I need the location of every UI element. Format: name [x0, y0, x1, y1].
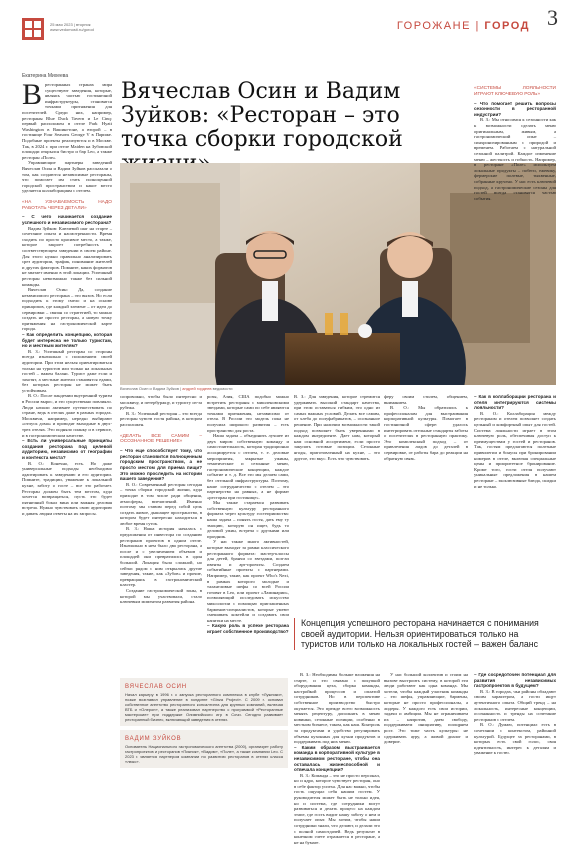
- paragraph: сопровожно, чтобы было интересно и москвичу, и петербуржцу, и туристу из-за рубежа.: [120, 394, 202, 411]
- question: – Где сосредоточен потенциал для развития независимых гастропроектов в будущем?: [474, 672, 556, 689]
- question: – Что помогает решить вопросы сезонности в ресторанной индустрии?: [474, 100, 556, 117]
- answer: В. З.: В городах, чьи районы обладают своим характером, а гости ищут аутентичного опыта. Общий тренд – на локальность, интересные концепции, осознанность и тренды на сочетание ресторанов с отелем.: [474, 688, 556, 722]
- issue-date: 25 мая 2023 | вторник: [50, 22, 91, 27]
- question: – С чего начинается создание успешного и независимого ресторана?: [22, 214, 112, 226]
- answer: Создание гастрономической зоны, в которой мы участвовали, стало ключевым моментом развития района.: [120, 588, 202, 605]
- pull-quote: Концепция успешного ресторана начинается с понимания своей аудитории. Нельзя ориентироваться только на туристов или только на локальных гостей – важен баланс: [294, 618, 556, 650]
- answer: В. З.: Успешный ресторан со стороны всегда изначально с положением своей аудитории. При этом нельзя ориентироваться только на туристов или только на локальных гостей – важен баланс. Турист даже если и захотят, а местные жители становятся едами, без которых ресторан не может быть устойчивым.: [22, 348, 112, 393]
- answer: В. О.: Коллаборация между рестораном и отелем позволяет создать цельный и комфортный опыт для гостей. Система лояльности играет в этом ключевую роль, обеспечивая доступ к преимуществам у гостей и ресторанов. Так, гостям предлагаются полезные привилегии и бонусы при бронировании номеров в отеле, включая специальные цены и приоритетное бронирование. Кроме того, гости отеля получают уникальные предложения в нашем ресторане – эксклюзивные блюда, скидки и не только.: [474, 410, 556, 489]
- answer: В. О.: После пандемии внутренний туризм в России вырос, и это существенно повлияло. Люди начали активнее путешествовать по стране, ведь в отелях даже в разных городах. Москвичи, например, нередко выбирают «отпуск дома» и проводят выходные в двух-трех отелях. Это подняло планку и в сервисе, и в гастрономическом качестве.: [22, 393, 112, 438]
- caption-source: ведомости: [212, 386, 233, 391]
- column-6-middle: [474, 394, 556, 489]
- page-number: 3: [547, 5, 558, 30]
- article-title: Вячеслав Осин и Вадим Зуйков: «Ресторан – это точка сборки городской: [121, 79, 403, 152]
- question: – Что еще способствует тому, что ресторан становится полноценным городским пространством, а не просто местом для приема пищи? Это можно проследить на истории вашего заведения?: [120, 448, 202, 482]
- bio-title: ВЯЧЕСЛАВ ОСИН: [125, 684, 187, 690]
- paragraph: У нас также много активностей, которые выходят за рамки классического ресторанного формата: мастер-классы для детей, бранчи со звездами, поп-ап ивенты и арт-проекты. Создаем событийные проекты с партнерами. Например, такие, как проект Who's Next, в рамках которого молодые и талантливые шефы со всей России готовят в Leo, или проект «Ламинарии», позволяющий исследовать искусство миксологии с помощью приглашенных барменов-специалистов, которые умеют смешивать коктейли и создавать свои напитки на месте.: [207, 539, 289, 623]
- column-6: [474, 80, 556, 201]
- bio-osin: [120, 678, 288, 726]
- caption-credit: андрей гордеев: [182, 386, 212, 391]
- page-header: [0, 0, 576, 56]
- answer: Вадим Зуйков: Ключевой шаг на старте – сочетание опыта и насмотренности. Время сходить по просто красивое место, а также, которое закроет потребность в соответствующем заведении в своем районе. Для этого нужно правильно анализировать срез аудитории, трафик, понимание жителей и других факторов. Помните, каких форматов не хватает именно в этой локации. Успешный ресторан невозможно также без сильной команды.: [22, 225, 112, 287]
- paragraph: В. З.: Для заведения, которое стремится удерживать высокий стандарт качества, при этом оставаться гибким, это одно из самых важных условий. Делать все самим, от хлеба до полуфабрикатов, – осознанное решение. При наличии возможности такой подход позволяет быть уверенными в каждом ингредиенте. Дает нам, который нам основной ассортимент, если просто закупать готовые позиции. Сезонные ягоды, приготовленный на кухне, – это другое, это вкус. Есть что чувствовать.: [294, 394, 380, 461]
- photo-caption: [120, 386, 232, 392]
- header-meta: [50, 22, 94, 32]
- subheading: «ДЕЛАТЬ ВСЕ САМИМ – ОСОЗНАННОЕ РЕШЕНИЕ»: [120, 433, 202, 445]
- paragraph: Наша задача – объединить лучшее из двух миров: собственную команду и самостоятельность, которая традиционно ассоциируется с отелем, т. е. деловые мероприятия, закрытые ужины, тематические и сезонные меню, гастрономические концепции, каждое событие и т. д. Все это мы делаем сами, без отельной инфраструктуры. Поэтому, наше сотрудничество с отелем – это партнерство на равных, а не формат «ресторан при гостинице».: [207, 433, 289, 500]
- caption-names: Вячеслав Осин и Вадим Зуйков |: [120, 386, 182, 391]
- section-label-bold: ГОРОД: [484, 20, 530, 32]
- question: – Как определить концепцию, которая будет интересна не только туристам, но и местным жителям?: [22, 331, 112, 349]
- column-2: [120, 394, 202, 605]
- column-5-lower: [384, 672, 468, 745]
- column-5: [384, 394, 468, 461]
- question: – Есть ли универсальные принципы создания ресторана под целевой аудиторию, независимо от географии и контекста места?: [22, 438, 112, 460]
- answer: Вячеслав Осин: Да, создание независимого ресторана – это вызов. Но если подходить к этому смело и на основе принципов, где каждый элемент – от идеи до сервировки – связан со стратегией, то можно создать не просто ресторан, а новую точку притяжения на гастрономической карте города.: [22, 287, 112, 332]
- paragraph: Мы также стараемся развивать собственную культуру ресторанного формата через культуру гостеприимства: наша задача – понять гостя, дать ему ту эмоцию, которую он ищет, будь то деловой ужин, встреча с друзьями или праздник.: [207, 500, 289, 539]
- answer: В. О.: Конечно, есть. Но даже универсальные подходы необходимо адаптировать к заведению и его аудитории. Помните, традиции, уважение к локальной кухне, заботу о госте – все это работает. Ресторан должен быть тем местом, куда хочется возвращаться, пусть это будет пятничный бокал вина или важная деловая встреча. Нужно чувствовать свою аудиторию и давать людям ответы на их запросы.: [22, 460, 112, 516]
- article-author: Екатерина Михеева: [22, 73, 69, 79]
- paragraph: У нас большой коллектив и стоим на вызове выстроить систему, в которой эти люди работают как одна команда. Мы хотели, чтобы каждый участник команды – это шефы, управляющие, бармены, которые не просто профессионалы, а лидеры. У каждого есть свои истории, задачи и амбиции. Мы не ограничиваем их – напротив, даем свободу, поддерживаем инициативу, поощряем рост. Это тоже часть культуры: не сдерживать ауру, а живой диалог и доверие.: [384, 672, 468, 745]
- site-url: www.vedomosti.ru/gorod: [50, 27, 94, 32]
- question: – Каким образом выстраивается команда в корпоративной культуре в независимом ресторане, чтобы она оставалась жизнеспособной и отвечала концепции?: [294, 744, 380, 773]
- column-6-lower: [474, 672, 556, 756]
- column-4: [294, 394, 380, 461]
- section-label: [396, 20, 530, 32]
- intro-paragraph: ресторанных странах мира существуют заведения, которые, являясь частью гостиничной инфраструктуры, становятся точками притяжения для посетителей. Среди них, например, рестораны Blue Duck Tavern и Le Cinq: первый расположен в отеле Park Hyatt Washington в Вашингтоне, а второй – в гостинице Four Seasons George V в Париже. Подобные проекты реализуются и в Москве. Так, в 2024 г. при отеле Maiden на Зубовской площади открылся бистро и бар Leo, а также ресторан «Поле».: [22, 82, 112, 160]
- dropcap: В: [22, 78, 43, 111]
- subheading: «СИСТЕМЫ ЛОЯЛЬНОСТИ ИГРАЮТ КЛЮЧЕВУЮ РОЛЬ»: [474, 86, 556, 97]
- column-3: [207, 394, 289, 635]
- bio-zuikov: [120, 730, 288, 768]
- answer: В. З.: Команда – это не просто персонал, но и ядро, которое чувствует ресторан, оно в себе фактор успеха. Для нас важно, чтобы гость ощущал себя нашим гостем. У руководителя может быть не только идея, но и система, где сотрудники могут развиваться и делать процесс на каждом этапе, где гость видит нашу заботу о нем и получает опыт. Мы хотим, чтобы наши сотрудники знали, что делают, и делали это с полной самоотдачей. Ведь результат в конечном счете отражается в ресторане, а не на бумаге.: [294, 772, 380, 845]
- answer: В. З.: Мы относимся к сезонности как к возможности сделать меню оригинальным, живым, а гастрономический опыт – синхронизированным с природой и временем. Работаем с натуральной сезонной палитрой. Каждое изменение меню – жесткость и гибкость. Например, в ресторане «Поле» используем локальные продукты – побеги, ежевику, фермерские полевые, тыквенные, собранные кручено. У нас есть ключевой подход, а гастрономические сезоны для гостей всегда становятся частью события.: [474, 117, 556, 201]
- paragraph: В. З.: Необходимы больше вложения на старте, и это связано с покупкой оборудования цеха, сборка команды, настройкой процессов и оплатой сотрудников. Но в перспективе собственное производство быстро окупается. Это прежде всего возможность менять рецептуру, дополнять в меню новинки, сезонные позиции, особенно в местном бизнесе, таком, как наш. Контроль за продуктами и удобство регулировать объемы кухонных для кухни продуктов и поддерживать под них меню.: [294, 672, 380, 745]
- paragraph: В. О.: Мы обратились к профессионалам для выстраивания корпоративной культуры. Помогает в гостиничной сфере: удалось интегрировать отельные стандарты заботы о посетителях в ресторанную практику. Это комплексный подход – от привлечения лидов до деталей в сервировке, от работы бара до реакции на обратную связь.: [384, 405, 468, 461]
- answer: В. О.: Современный ресторан сегодня – точка сборки городской жизни, куда приходят в том числе ради общения, атмосферы, впечатлений. Именно поэтому мы ставим перед собой цель создать живое, дышащее пространство, в котором будет интересно находиться в любое время суток.: [120, 481, 202, 526]
- bio-text: Основатель Национального гастрономического агентства (2000), организует работу гастропроектов и ресторанов «Пикник», «Вадим», «Поле», а также компании Leo. С 2023 г. является партнером компании по развитию ресторанов в отелях класса «люкс».: [125, 744, 283, 764]
- bio-title: ВАДИМ ЗУЙКОВ: [125, 736, 182, 742]
- paragraph: Управляющие партнеры заведений Вячеслав Осин и Вадим Зуйков рассказали о том, как создаются независимые рестораны, что помогает им стать полноценной городской пространством и какое место уделяется коллаборациям с отелем.: [22, 160, 112, 194]
- question: – Как в коллаборации ресторана и отеля интегрируются системы лояльности?: [474, 394, 556, 411]
- section-label-light: ГОРОЖАНЕ |: [396, 20, 480, 32]
- column-1: [22, 78, 112, 517]
- bio-text: Начал карьеру в 1996 г. с запуска ресторанного комплекса в клубе «Лужники», позже возглавил управление в холдинге «Ginza Project». С 2009 г. основал собственное агентство ресторанного консалтинга для крупных компаний, включая ВТБ и «Олерон», а также реализовал партнерство с программой «Ресторанные мастерские» при поддержке Олимпийского игр в Сочи. Сегодня развивает ресторанный бизнес, включающий заведения в отелях.: [125, 692, 283, 722]
- answer: В. О.: Думаю, потенциал есть в сочетании с контекстом, районной культурой. Будущее за ресторанами, в которых есть свой голос, своя идентичность, интерес к деталям и уважение к гостю.: [474, 722, 556, 756]
- bio-section: [120, 678, 288, 772]
- column-4-lower: [294, 672, 380, 845]
- paragraph: розы, Азия, США подобно можно встретить рестораны с мишленовскими звездами, которые сами по себе являются точками притяжения, независимо от отеля. В России это модель пока не получила широкого развития – есть пространство для роста.: [207, 394, 289, 433]
- paragraph: В. З.: Успешный ресторан – это всегда ресторан чувств гостя района, в котором расположен.: [120, 410, 202, 427]
- subheading: «НА УЗНАВАЕМОСТЬ НАДО РАБОТАТЬ ЧЕРЕЗ ДЕТАЛИ»: [22, 199, 112, 211]
- answer: В. З.: Наша история началась с предложения от инвестора по созданию ресторанов проектов в одном отеле. Изначально в нем было два ресторана, а после и с увеличением объемов и площадей они превратились в один большой. Локация была сложной, но сейчас рядом с ним открылись другие заведения, такие, как «Зубов» и прочие, превращаясь в гастрономический кластер.: [120, 526, 202, 588]
- question: – Какую роль в успехе ресторана играет собственное производство?: [207, 623, 289, 634]
- paragraph: феру своим стилем, общением, вниманием.: [384, 394, 468, 405]
- newspaper-logo-icon: [22, 18, 44, 40]
